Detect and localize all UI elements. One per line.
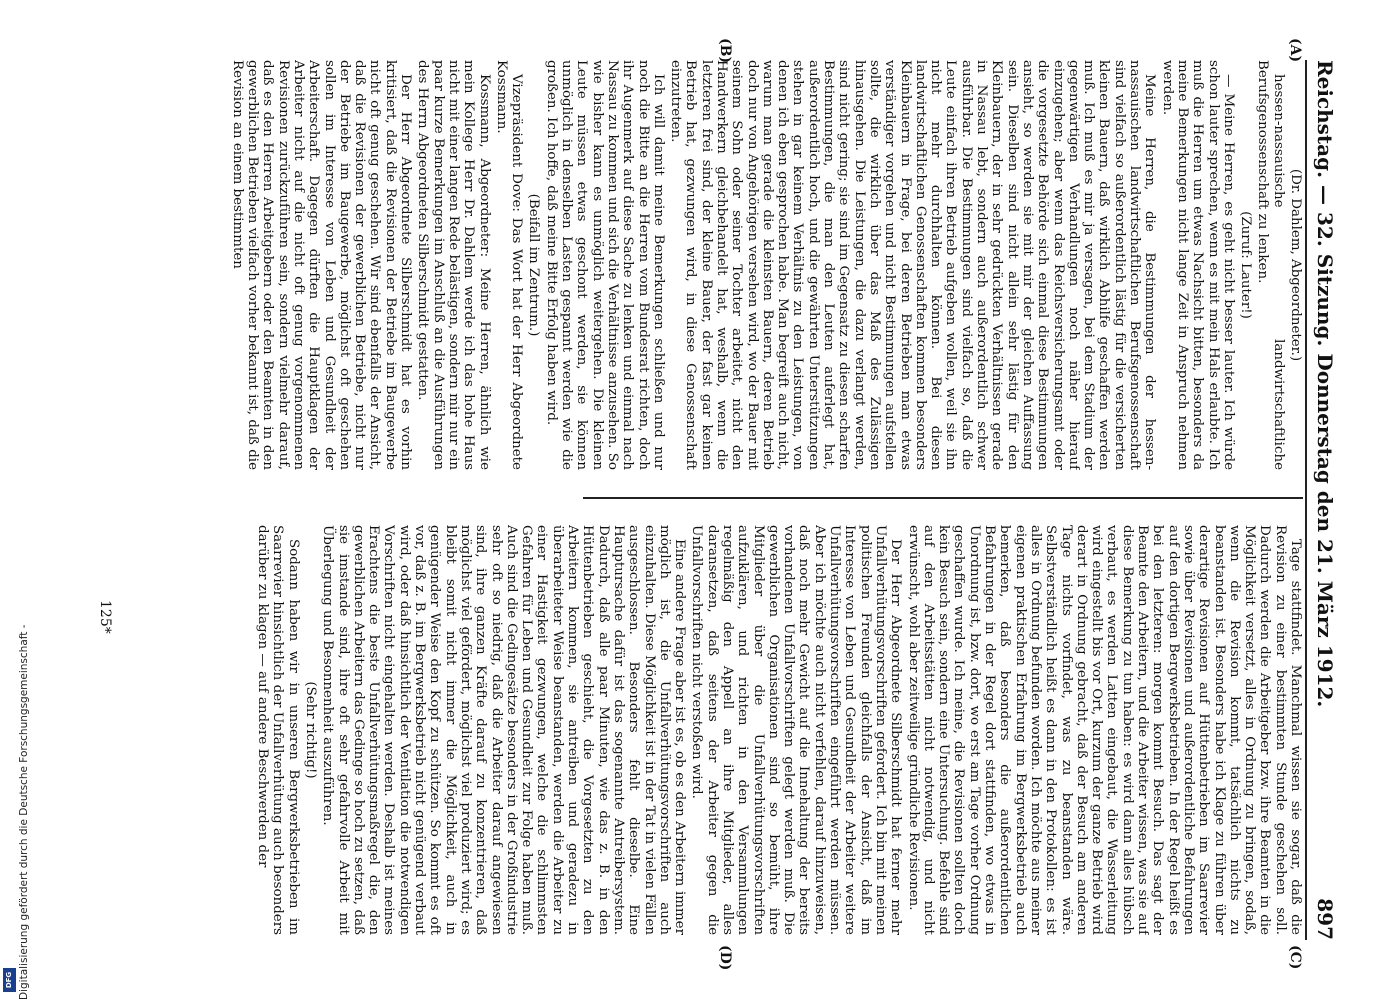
paragraph: hessen-nassauische landwirtschaftliche Berufsgenossenschaft zu lenken. (1255, 60, 1286, 470)
interjection: (Sehr richtig!) (303, 681, 318, 779)
paragraph: Der Herr Abgeordnete Silberschmidt hat es vorhin kritisiert, daß die Revisionen der Betriebe im Baugewerbe nicht oft genug geschehen. Wir sind ebenfalls der Ansicht, daß die Revisionen der gewerblichen Betriebe, nicht nur der Betriebe im Baugewerbe, möglichst oft geschehen sollen im Interesse von Leben und Gesundheit der Arbeiterschaft. Dagegen dürften die Hauptklagen der Arbeiter nicht auf die nicht oft genug vorgenommenen Revisionen zurückzuführen sein, sondern vielmehr darauf, daß es den Herren Arbeitgebern oder den Beamten in den gewerblichen Betrieben vielfach vorher bekannt ist, daß die Revision an einem bestimmten (229, 60, 414, 470)
page-title: Reichstag. — 32. Sitzung. Donnerstag den 21. März 1912. (1313, 60, 1337, 708)
paragraph: — Meine Herren, es geht nicht besser lauter. Ich würde schon lauter sprechen, wenn es mit mein Hals erlaubte. Ich muß die Herren um etwas Nachsicht bitten, besonders da meine Bemerkungen nicht lange Zeit in Anspruch nehmen werden. (1159, 60, 1236, 470)
paragraph: Meine Herren, die Bestimmungen der hessen-nassauischen landwirtschaftlichen Berufsgenossenschaft sind vielfach so außerordentlich lästig für die versicherten kleinen Bauern, daß wirklich Abhilfe geschaffen werden muß. Ich muß es mir ja versagen, bei dem Stadium der gegenwärtigen Verhandlungen noch näher hierauf einzugehen; aber wenn das Reichsversicherungsamt oder die vorgesetzte Behörde sich einmal diese Bestimmungen ansieht, so werden sie mit mir der gleichen Auffassung sein. Dieselben sind nicht allein sehr lästig für den Kleinbauern, der in sehr gedrückten Verhältnissen gerade in Nassau lebt, sondern auch außerordentlich schwer ausführbar. Die Bestimmungen sind vielfach so, daß die Leute einfach ihren Betrieb aufgeben wollen, weil sie ihn nicht mehr durchhalten können. Bei diesen landwirtschaftlichen Genossenschaften kommen besonders Kleinbauern in Frage, bei deren Betrieben man etwas verständiger vorgehen und nicht Bestimmungen aufstellen sollte, die wirklich über das Maß des Zulässigen hinausgehen. Die Leistungen, die dazu verlangt werden, sind nicht gering; sie sind im Gegensatz zu diesen scharfen Bestimmungen, die man den Leuten auferlegt hat, außerordentlich hoch, und die gewährten Unterstützungen stehen in gar keinem Verhältnis zu den Leistungen, von denen ich eben gesprochen habe. Man begreift auch nicht, warum man gerade die kleinsten Bauern, deren Betrieb doch nur von Angehörigen versehen wird, wo der Bauer mit seinem Sohn oder seiner Tochter arbeitet, nicht den Handwerkern gleichbehandelt hat, weshalb, wenn die letzteren frei sind, der kleine Bauer, der fast gar keinen Betrieb hat, gezwungen wird, in diese Genossenschaft einzutreten. (668, 60, 1158, 470)
funding-note: Digitalisierung gefördert durch die Deutsche Forschungsgemeinschaft - (18, 624, 30, 1000)
paragraph: Eine andere Frage aber ist es, ob es den Arbeitern immer möglich ist, die Unfallverhütungsvorschriften auch einzuhalten. Diese Möglichkeit ist in der Tat in vielen Fällen ausgeschlossen. Besonders fehlt dieselbe. Eine Hauptursache dafür ist das sogenannte Antreibersystem. Dadurch, daß alle paar Minuten, wie das z. B. in den Hüttenbetrieben geschieht, die Vorgesetzten zu den Arbeitern kommen, sie antreiben und geradezu in überarbeiteter Weise beanstanden, werden die Arbeiter zu einer Hastigkeit gezwungen, welche die schlimmsten Gefahren für Leben und Gesundheit zur Folge haben muß. Auch sind die Gedingesätze besonders in der Großindustrie sehr oft so niedrig, daß die Arbeiter darauf angewiesen sind, ihre ganzen Kräfte darauf zu konzentrieren, daß möglichst viel gefördert, möglichst viel produziert wird; es bleibt somit nicht immer die Möglichkeit, auch in genügender Weise den Kopf zu schützen. So kommt es oft vor, daß z. B. im Bergwerksbetrieb nicht genügend verbaut wird, oder daß hinsichtlich der Ventilation die notwendigen Vorschriften nicht eingehalten werden. Deshalb ist meines Erachtens die beste Unfallverhütungsmaßregel die, den gewerblichen Arbeitern das Gedinge so hoch zu setzen, daß sie imstande sind, ihre oft sehr gefahrvolle Arbeit mit Überlegung und Besonnenheit auszuführen. (320, 525, 688, 935)
right-column (103, 525, 1303, 935)
paragraph: Sodann haben wir in unseren Bergwerksbetrieben im Saarrevier hinsichtlich der Unfallverhütung auch besonders darüber zu klagen — auf andere Beschwerden der (255, 525, 301, 935)
interjection: (Beifall im Zentrum.) (526, 193, 542, 337)
margin-mark-c: (C) (1287, 945, 1303, 970)
margin-mark-a: (A) (1287, 38, 1303, 63)
margin-mark-d: (D) (717, 945, 733, 971)
dfg-logo-text: DFG (5, 971, 14, 989)
signature-mark: 125* (97, 600, 113, 634)
speaker-note: (Dr. Dahlem, Abgeordneter.) (1288, 168, 1303, 362)
page-header (1305, 60, 1373, 940)
digitization-sidebar (0, 0, 30, 1000)
dfg-logo (3, 968, 16, 992)
paragraph: Kossmann, Abgeordneter: Meine Herren, ähnlich wie mein Kollege Herr Dr. Dahlem werde ich das hohe Haus nicht mit einer langen Rede belästigen, sondern mir nur ein paar kurze Bemerkungen im Anschluß an die Ausführungen des Herrn Abgeordneten Silberschmidt gestatten. (415, 60, 492, 470)
paragraph: Vizepräsident Dove: Das Wort hat der Herr Abgeordnete Kossmann. (493, 60, 525, 470)
paragraph: Ich will damit meine Bemerkungen schließen und nur noch die Bitte an die Herren vom Bundesrat richten, doch ihr Augenmerk auf diese Sache zu lenken und einmal nach Nassau zu kommen und sich die Verhältnisse anzusehen. So wie bisher kann es unmöglich weitergehen. Die kleinen Leute müssen etwas geschont werden, sie können unmöglich in denselben Lasten gespannt werden wie die großen. Ich hoffe, daß meine Bitte Erfolg haben wird. (543, 60, 666, 470)
page-number: 897 (1313, 898, 1337, 940)
column-divider (583, 497, 1303, 499)
left-column (103, 60, 1303, 470)
margin-mark-b: (B) (717, 38, 733, 64)
paragraph: Tage stattfindet. Manchmal wissen sie sogar, daß die Revision zu einer bestimmten Stunde geschehen soll. Dadurch werden die Arbeitgeber bzw. ihre Beamten in die Möglichkeit versetzt, alles in Ordnung zu bringen, sodaß, wenn die Revision kommt, tatsächlich nichts zu beanstanden ist. Besonders habe ich Klage zu führen über derartige Revisionen auf Hüttenbetrieben im Saarrevier sowie über Revisionen und außerordentliche Befahrungen auf den dortigen Bergwerksbetrieben. In der Regel heißt es bei den letzteren: morgen kommt Besuch. Das sagt der Beamte den Arbeitern, und die Arbeiter wissen, was sie auf diese Bemerkung zu tun haben: es wird dann alles hübsch verbaut, es werden Latten eingebaut, die Wasserleitung wird eingestellt bis vor Ort, kurzum der ganze Betrieb wird derart in Ordnung gebracht, daß der Besuch am anderen Tage nichts vorfindet, was zu beanstanden wäre. Selbstverständlich heißt es dann in den Protokollen: es ist alles in Ordnung befunden worden. Ich möchte aus meiner eigenen praktischen Erfahrung im Bergwerksbetrieb auch bemerken, daß besonders die außerordentlichen Befahrungen in der Regel dort stattfinden, wo etwas in Unordnung ist, bzw. dort, wo erst am Tage vorher Ordnung geschaffen wurde. Ich meine, die Revisionen sollten doch kein Besuch sein, sondern eine Untersuchung. Befehle sind auf den Arbeitsstätten nicht notwendig, und nicht erwünscht, wohl aber zeitweilige gründliche Revisionen. (905, 525, 1303, 935)
paragraph: Der Herr Abgeordnete Silberschmidt hat ferner mehr Unfallverhütungsvorschriften gefordert. Ich bin mit meinen politischen Freunden gleichfalls der Ansicht, daß im Interesse von Leben und Gesundheit der Arbeiter weitere Unfallverhütungsvorschriften eingeführt werden müssen. Aber ich möchte auch nicht verfehlen, darauf hinzuweisen, daß noch mehr Gewicht auf die Innehaltung der bereits vorhandenen Unfallvorschriften gelegt werden muß. Die gewerblichen Organisationen sind so bemüht, ihre Mitglieder über die Unfallverhütungsvorschriften aufzuklären, und richten in den Versammlungen regelmäßig den Appell an ihre Mitglieder, alles daransetzen, daß seitens der Arbeiter gegen die Unfallvorschriften nicht verstoßen wird. (689, 525, 904, 935)
interjection: (Zuruf: Lauter!) (1238, 211, 1254, 319)
rotated-page (83, 0, 1383, 1000)
